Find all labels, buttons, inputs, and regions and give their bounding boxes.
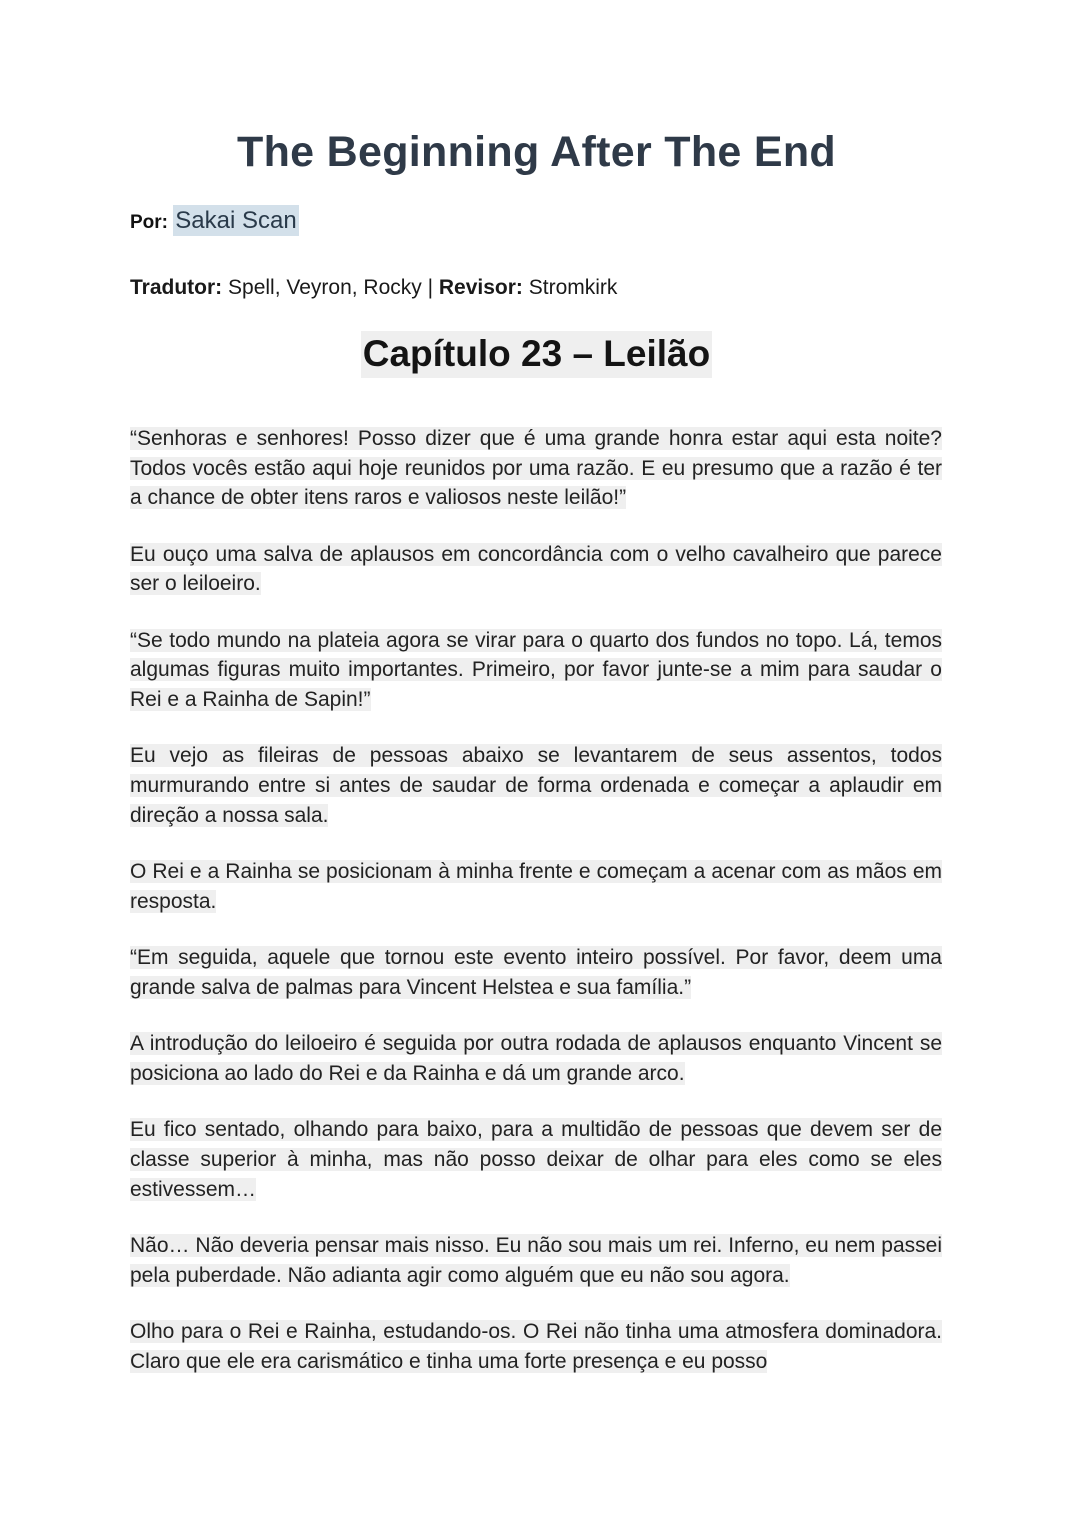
paragraph-text: Olho para o Rei e Rainha, estudando-os. O Rei não tinha uma atmosfera dominadora. Claro que ele era carismático e tinha uma forte presença e eu posso <box>130 1320 942 1373</box>
paragraph <box>130 1029 942 1088</box>
paragraph <box>130 943 942 1002</box>
reviser-label: Revisor: <box>438 276 523 299</box>
document-title: The Beginning After The End <box>237 128 836 176</box>
paragraph-text: Eu fico sentado, olhando para baixo, para a multidão de pessoas que devem ser de classe superior à minha, mas não posso deixar de olhar para eles como se eles estivessem… <box>130 1118 942 1201</box>
paragraph <box>130 626 942 715</box>
paragraph-text: Não… Não deveria pensar mais nisso. Eu não sou mais um rei. Inferno, eu nem passei pela puberdade. Não adianta agir como alguém que eu não sou agora. <box>130 1234 942 1287</box>
reviser-value: Stromkirk <box>522 276 618 299</box>
by-value-highlight: Sakai Scan <box>175 207 297 234</box>
paragraph <box>130 1317 942 1376</box>
paragraph-text: O Rei e a Rainha se posicionam à minha frente e começam a acenar com as mãos em resposta. <box>130 860 942 913</box>
paragraph-text: A introdução do leiloeiro é seguida por outra rodada de aplausos enquanto Vincent se posiciona ao lado do Rei e da Rainha e dá um grande arco. <box>130 1032 942 1085</box>
translator-value: Spell, Veyron, Rocky | <box>222 276 439 299</box>
chapter-body <box>130 424 942 1403</box>
paragraph-text: “Senhoras e senhores! Posso dizer que é uma grande honra estar aqui esta noite? Todos vocês estão aqui hoje reunidos por uma razão. E eu presumo que a razão é ter a chance de obter itens raros e valiosos neste leilão!” <box>130 427 942 510</box>
paragraph <box>130 540 942 599</box>
paragraph <box>130 741 942 830</box>
credits-line <box>130 276 617 300</box>
chapter-heading <box>0 333 1073 375</box>
paragraph <box>130 1115 942 1204</box>
paragraph-text: Eu ouço uma salva de aplausos em concordância com o velho cavalheiro que parece ser o leiloeiro. <box>130 542 942 596</box>
paragraph <box>130 424 942 513</box>
by-label: Por: <box>130 212 168 233</box>
paragraph-text: “Se todo mundo na plateia agora se virar para o quarto dos fundos no topo. Lá, temos algumas figuras muito importantes. Primeiro, por favor junte-se a mim para saudar o Rei e a Rainha de Sapin!” <box>130 628 942 711</box>
byline <box>130 207 299 235</box>
chapter-title: Capítulo 23 – Leilão <box>361 331 712 378</box>
translator-label: Tradutor: <box>130 276 223 299</box>
paragraph <box>130 857 942 916</box>
paragraph-text: “Em seguida, aquele que tornou este evento inteiro possível. Por favor, deem uma grande salva de palmas para Vincent Helstea e sua família.” <box>130 946 942 999</box>
paragraph-text: Eu vejo as fileiras de pessoas abaixo se levantarem de seus assentos, todos murmurando entre si antes de saudar de forma ordenada e começar a aplaudir em direção a nossa sala. <box>130 744 942 827</box>
paragraph <box>130 1231 942 1290</box>
